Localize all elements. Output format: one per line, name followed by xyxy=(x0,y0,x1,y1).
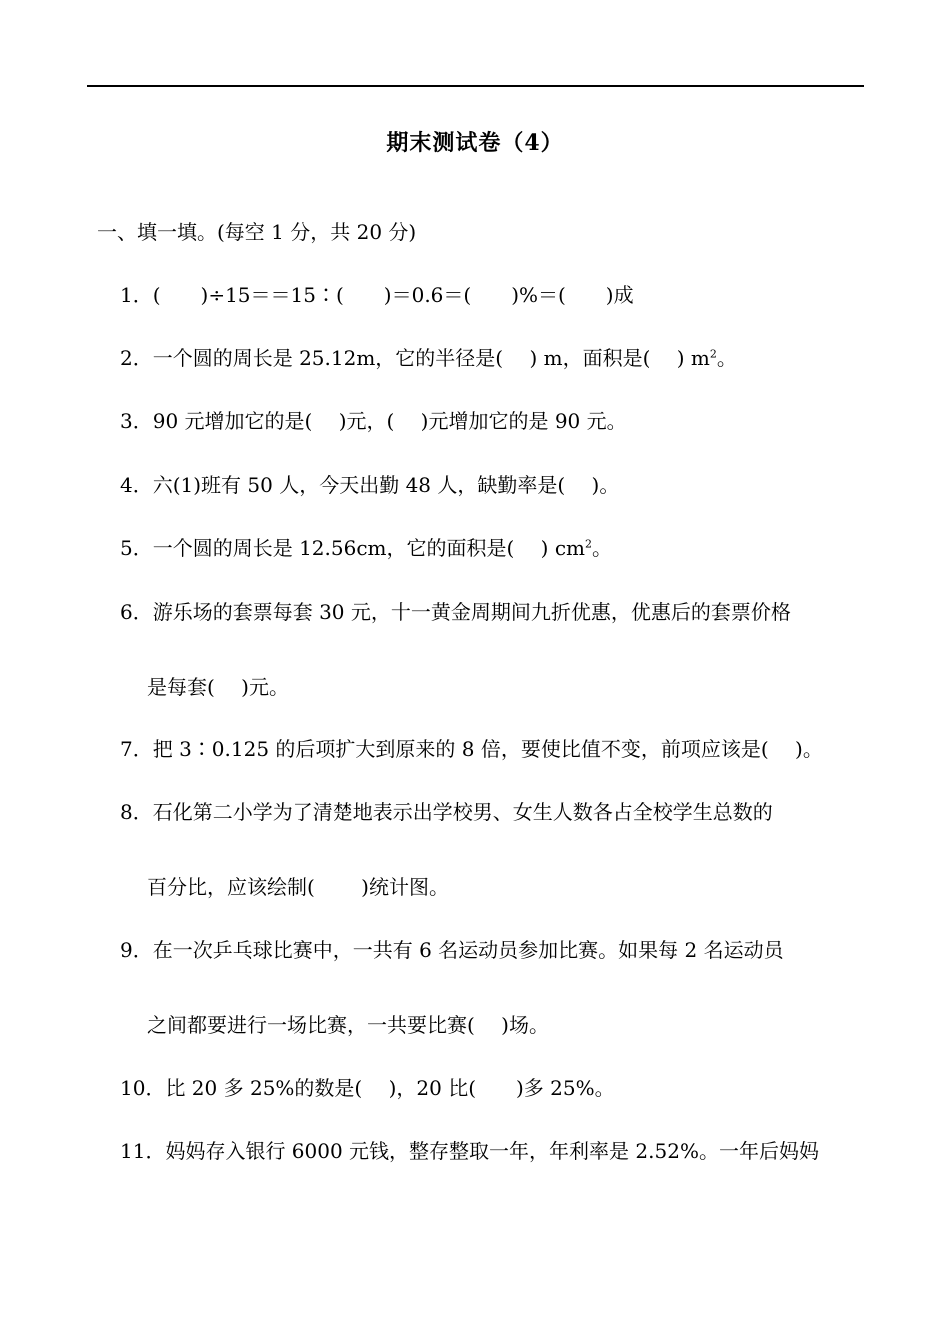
question-8-line-2: 百分比，应该绘制( )统计图。 xyxy=(147,875,449,899)
question-6-line-2: 是每套( )元。 xyxy=(147,675,289,699)
question-2-end: 。 xyxy=(716,346,737,370)
header-rule xyxy=(87,85,864,87)
question-9-line-1: 9．在一次乒乓球比赛中，一共有 6 名运动员参加比赛。如果每 2 名运动员 xyxy=(120,938,784,962)
question-6-line-1: 6．游乐场的套票每套 30 元，十一黄金周期间九折优惠，优惠后的套票价格 xyxy=(120,600,791,624)
page-title: 期末测试卷（4） xyxy=(386,130,564,156)
question-3: 3．90 元增加它的是( )元，( )元增加它的是 90 元。 xyxy=(120,409,627,433)
question-5-text: 5．一个圆的周长是 12.56cm，它的面积是( ) cm xyxy=(120,536,585,560)
question-5 xyxy=(120,534,612,562)
question-8-line-1: 8．石化第二小学为了清楚地表示出学校男、女生人数各占全校学生总数的 xyxy=(120,800,773,824)
question-5-superscript: 2 xyxy=(585,537,592,551)
question-2-superscript: 2 xyxy=(709,347,717,361)
question-2-text: 2．一个圆的周长是 25.12m，它的半径是( ) m，面积是( ) m xyxy=(120,346,710,370)
section-heading: 一、填一填。(每空 1 分，共 20 分) xyxy=(97,220,417,244)
question-11-line-1: 11．妈妈存入银行 6000 元钱，整存整取一年，年利率是 2.52%。一年后妈妈 xyxy=(120,1139,819,1163)
question-9-line-2: 之间都要进行一场比赛，一共要比赛( )场。 xyxy=(147,1013,549,1037)
question-4: 4．六(1)班有 50 人，今天出勤 48 人，缺勤率是( )。 xyxy=(120,473,620,497)
question-2 xyxy=(120,344,737,372)
question-5-end: 。 xyxy=(592,536,612,560)
question-1: 1．( )÷15＝＝15∶( )＝0.6＝( )%＝( )成 xyxy=(120,283,634,307)
question-10: 10．比 20 多 25%的数是( )，20 比( )多 25%。 xyxy=(120,1076,615,1100)
question-7: 7．把 3∶0.125 的后项扩大到原来的 8 倍，要使比值不变，前项应该是( )。 xyxy=(120,737,823,761)
